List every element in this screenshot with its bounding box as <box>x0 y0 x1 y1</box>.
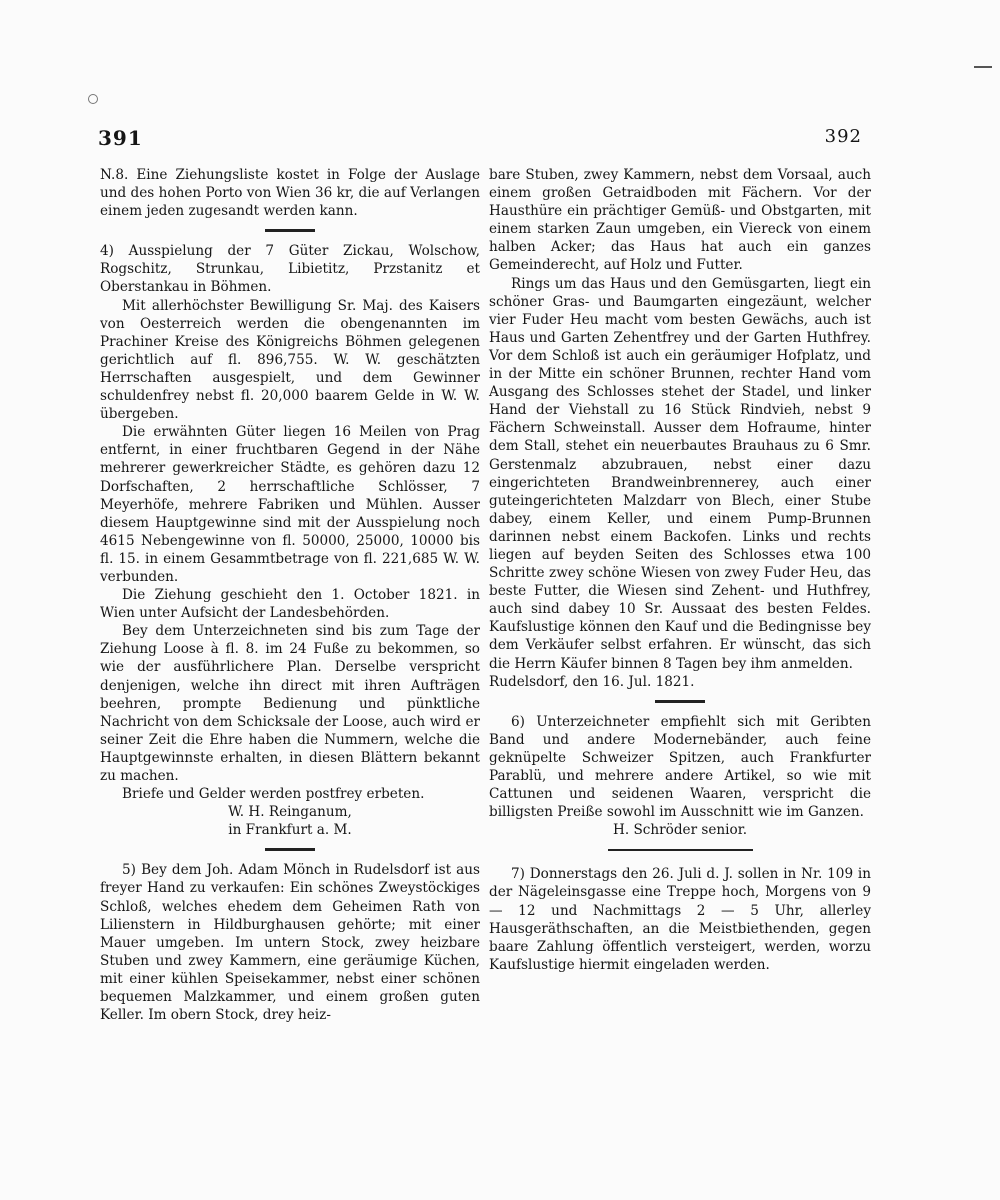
edge-mark <box>974 66 992 68</box>
left-column <box>100 166 480 1024</box>
notice-6-signature: H. Schröder senior. <box>612 822 748 839</box>
notice-5-paragraph: 5) Bey dem Joh. Adam Mönch in Rudelsdorf ist aus freyer Hand zu verkaufen: Ein schönes Zweystöckiges Schloß, welches ehedem dem Geheimen Rath von Lilienstern in Hildburghausen gehörte; mit einer Mauer umgeben. Im untern Stock, zwey heizbare Stuben und zwey Kammern, eine geräumige Küchen, mit einer kühlen Speisekammer, nebst einer schönen bequemen Malzkammer, und einem großen guten Keller. Im obern Stock, drey heiz- <box>100 862 480 1024</box>
right-column <box>489 166 871 974</box>
separator-rule <box>265 229 315 232</box>
notice-n8: N.8. Eine Ziehungsliste kostet in Folge der Auslage und des hohen Porto von Wien 36 kr, die auf Verlangen einem jeden zugesandt werden kann. <box>100 167 480 220</box>
margin-mark <box>88 94 98 104</box>
separator-rule <box>265 848 315 851</box>
page-number-left: 391 <box>98 126 143 150</box>
notice-4-paragraph: Bey dem Unterzeichneten sind bis zum Tage der Ziehung Loose à fl. 8. im 24 Fuße zu bekommen, so wie der ausführlichere Plan. Derselbe verspricht denjenigen, welche ihn direct mit ihren Aufträgen beehren, prompte Bedienung und pünktliche Nachricht von dem Schicksale der Loose, auch wird er seiner Zeit die Ehre haben die Nummern, welche die Hauptgewinnste erhalten, in diesen Blättern bekannt zu machen. <box>100 623 480 784</box>
notice-4-title: 4) Ausspielung der 7 Güter Zickau, Wolschow, Rogschitz, Strunkau, Libietitz, Przstanitz et Oberstankau in Böhmen. <box>100 243 480 296</box>
notice-6-paragraph: 6) Unterzeichneter empfiehlt sich mit Geribten Band und andere Modernebänder, auch feine geknüpelte Schweizer Spitzen, auch Frankfurter Parablü, und mehrere andere Artikel, so wie mit Cattunen und seidenen Waaren, verspricht die billigsten Preiße sowohl im Ausschnitt wie im Ganzen. <box>489 713 871 821</box>
notice-4-signature: W. H. Reinganum, <box>228 804 352 821</box>
page-number-right: 392 <box>824 126 862 147</box>
separator-rule <box>655 700 705 703</box>
notice-4-paragraph: Die erwähnten Güter liegen 16 Meilen von Prag entfernt, in einer fruchtbaren Gegend in der Nähe mehrerer gewerkreicher Städte, es gehören dazu 12 Dorfschaften, 2 herrschaftliche Schlösser, 7 Meyerhöfe, mehrere Fabriken und Mühlen. Ausser diesem Hauptgewinne sind mit der Ausspielung noch 4615 Nebengewinne von fl. 50000, 25000, 10000 bis fl. 15. in einem Gesammtbetrage von fl. 221,685 W. W. verbunden. <box>100 424 480 585</box>
notice-5-continued: bare Stuben, zwey Kammern, nebst dem Vorsaal, auch einem großen Getraidboden mit Fächern. Vor der Hausthüre ein prächtiger Gemüß- und Obstgarten, mit einem starken Zaun umgeben, ein Viereck von einem halben Acker; das Haus hat auch ein ganzes Gemeinderecht, auf Holz und Futter. <box>489 167 871 274</box>
notice-4-signature-place: in Frankfurt a. M. <box>228 822 352 839</box>
notice-4-paragraph: Die Ziehung geschieht den 1. October 1821. in Wien unter Aufsicht der Landesbehörden. <box>100 587 480 622</box>
notice-5-date: Rudelsdorf, den 16. Jul. 1821. <box>489 673 695 690</box>
notice-4-paragraph: Mit allerhöchster Bewilligung Sr. Maj. des Kaisers von Oesterreich werden die obengenannten im Prachiner Kreise des Königreichs Böhmen gelegenen gerichtlich auf fl. 896,755. W. W. geschätzten Herrschaften ausgespielt, und dem Gewinner schuldenfrey nebst fl. 20,000 baarem Gelde in W. W. übergeben. <box>100 297 480 423</box>
notice-5-paragraph: Rings um das Haus und den Gemüsgarten, liegt ein schöner Gras- und Baumgarten eingezäunt, welcher vier Fuder Heu macht vom besten Gewächs, auch ist Haus und Garten Zehentfrey und der Garten Huthfrey. Vor dem Schloß ist auch ein geräumiger Hofplatz, und in der Mitte ein schöner Brunnen, rechter Hand vom Ausgang des Schlosses stehet der Stadel, und linker Hand der Viehstall zu 16 Stück Rindvieh, nebst 9 Fächern Schweinstall. Ausser dem Hofraume, hinter dem Stall, stehet ein neuerbautes Brauhaus zu 6 Smr. Gerstenmalz abzubrauen, nebst einer dazu eingerichteten Brandweinbrennerey, auch einer guteingerichteten Malzdarr von Blech, einer Stube dabey, einem Keller, und einem Pump-Brunnen darinnen nebst einem Backofen. Links und rechts liegen auf beyden Seiten des Schlosses etwa 100 Schritte zwey schöne Wiesen von zwey Fuder Heu, das beste Futter, die Wiesen sind Zehent- und Huthfrey, auch sind dabey 10 Sr. Aussaat des besten Feldes. Kaufslustige können den Kauf und die Bedingnisse bey dem Verkäufer selbst erfahren. Er wünscht, das sich die Herrn Käufer binnen 8 Tagen bey ihm anmelden. <box>489 275 871 672</box>
separator-rule <box>608 849 753 851</box>
notice-4-paragraph: Briefe und Gelder werden postfrey erbeten. <box>122 786 425 803</box>
notice-7-paragraph: 7) Donnerstags den 26. Juli d. J. sollen in Nr. 109 in der Nägeleinsgasse eine Treppe hoch, Morgens von 9 — 12 und Nachmittags 2 — 5 Uhr, allerley Hausgeräthschaften, an die Meistbiethenden, gegen baare Zahlung öffentlich versteigert, werden, worzu Kaufslustige hiermit eingeladen werden. <box>489 866 871 973</box>
